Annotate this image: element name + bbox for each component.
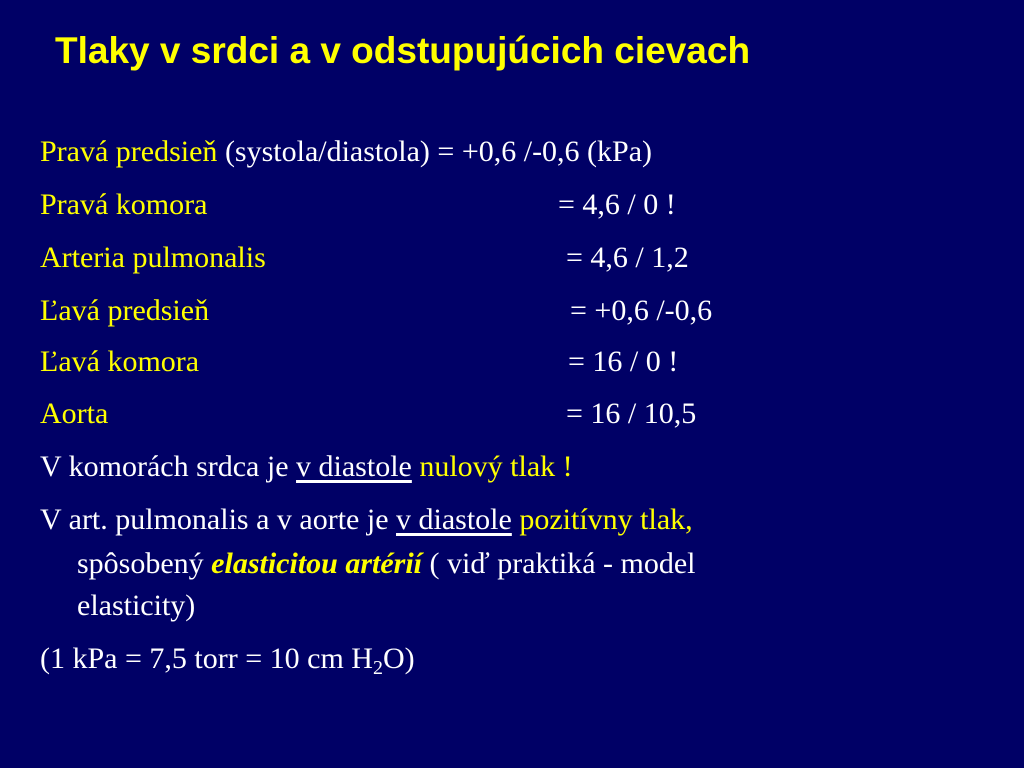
arteries-note [40, 503, 693, 537]
slide-title: Tlaky v srdci a v odstupujúcich cievach [55, 30, 751, 71]
note-underlined: v diastole [396, 503, 512, 536]
note-text: V art. pulmonalis a v aorte je [40, 503, 397, 536]
conversion-text: O) [382, 642, 415, 675]
row-value: = +0,6 /-0,6 [570, 294, 713, 327]
arteries-note-line2 [77, 547, 696, 581]
note-text: ( viď praktiká - model [422, 547, 696, 580]
conversion-subscript: 2 [372, 657, 383, 679]
arteries-note-line3 [77, 589, 195, 623]
right-atrium-label: Pravá predsieň [40, 135, 218, 168]
row-value: = 4,6 / 1,2 [566, 241, 689, 274]
conversion-text: (1 kPa = 7,5 torr = 10 cm H [40, 642, 373, 675]
row-label: Ľavá predsieň [40, 294, 210, 327]
note-text: elasticity) [77, 589, 196, 622]
row-value: = 16 / 0 ! [568, 345, 679, 378]
row-value: = 4,6 / 0 ! [558, 188, 676, 221]
row-label: Arteria pulmonalis [40, 241, 266, 274]
row-label: Pravá komora [40, 188, 208, 221]
row-value: = 16 / 10,5 [566, 397, 697, 430]
note-emphasis: elasticitou artérií [211, 547, 423, 580]
unit-conversion [40, 642, 415, 679]
note-text: V komorách srdca je [40, 450, 297, 483]
note-highlight: nulový tlak ! [411, 450, 573, 483]
note-text: spôsobený [77, 547, 212, 580]
row-label: Aorta [40, 397, 109, 430]
row-label: Ľavá komora [40, 345, 200, 378]
right-atrium-line [40, 135, 652, 169]
note-highlight: pozitívny tlak, [511, 503, 693, 536]
right-atrium-values: (systola/diastola) = +0,6 /-0,6 (kPa) [217, 135, 653, 168]
ventricles-note [40, 450, 573, 484]
note-underlined: v diastole [296, 450, 412, 483]
